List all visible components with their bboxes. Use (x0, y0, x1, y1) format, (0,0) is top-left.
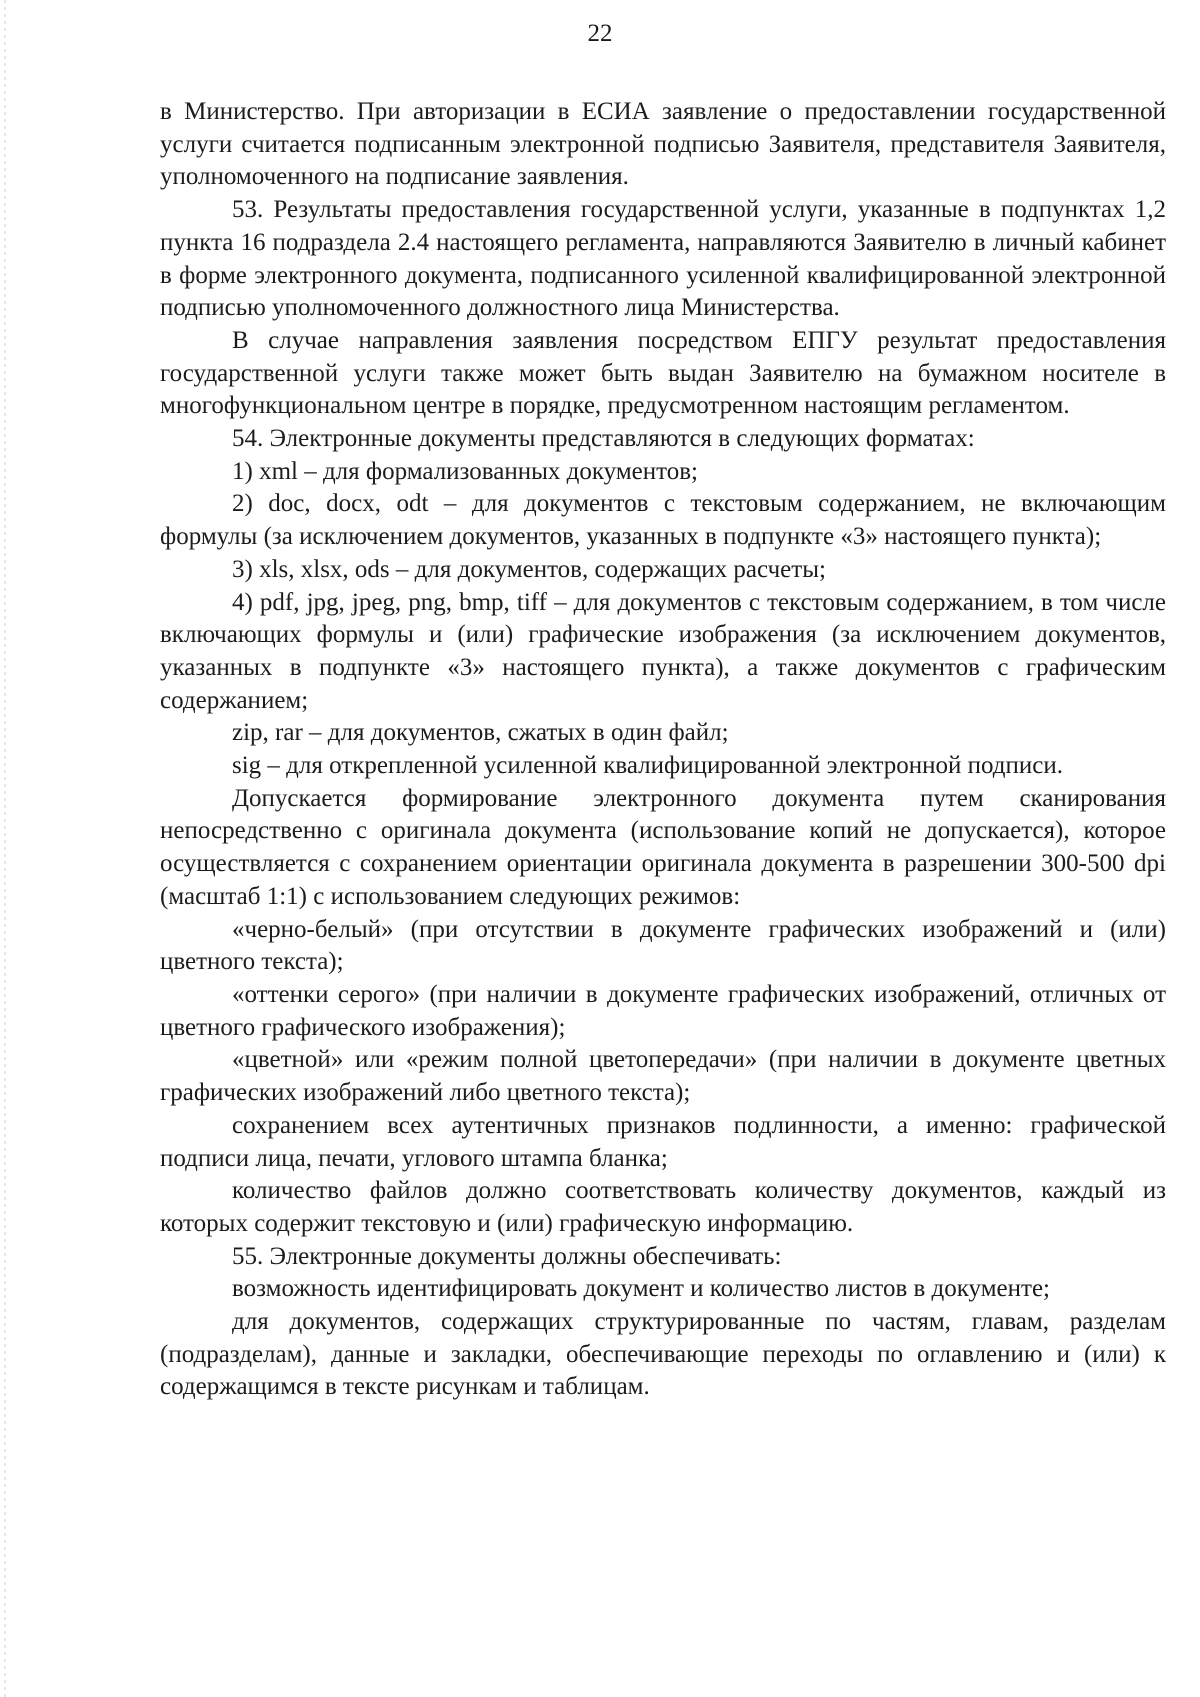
format-item-zip: zip, rar – для документов, сжатых в один файл; (232, 719, 729, 747)
requirement-structure: для документов, содержащих структурированные по частям, главам, разделам (подразделам), данные и закладки, обеспечивающие переходы по оглавлению и (или) к содержащимся в тексте рисункам и таблицам. (160, 1308, 1166, 1401)
format-item-4: 4) pdf, jpg, jpeg, png, bmp, tiff – для документов с текстовым содержанием, в том числе включающих формулы и (или) графические изображения (за исключением документов, указанных в подпункте «3» настоящего пункта), а также документов с графическим содержанием; (160, 588, 1166, 714)
scan-authentic-signs: сохранением всех аутентичных признаков подлинности, а именно: графической подписи лица, печати, углового штампа бланка; (160, 1111, 1166, 1172)
page-number: 22 (587, 20, 613, 47)
scan-mode-grayscale: «оттенки серого» (при наличии в документе графических изображений, отличных от цветного графического изображения); (160, 980, 1166, 1041)
format-item-sig: sig – для открепленной усиленной квалифицированной электронной подписи. (232, 752, 1063, 780)
scan-file-count: количество файлов должно соответствовать количеству документов, каждый из которых содержит текстовую и (или) графическую информацию. (160, 1177, 1166, 1237)
format-item-3: 3) xls, xlsx, ods – для документов, содержащих расчеты; (232, 555, 826, 583)
paragraph-epgu-result: В случае направления заявления посредством ЕПГУ результат предоставления государственной услуги также может быть выдан Заявителю на бумажном носителе в многофункциональном центре в порядке, предусмотренном настоящим регламентом. (160, 326, 1166, 420)
paragraph-55: 55. Электронные документы должны обеспечивать: (232, 1242, 782, 1270)
paragraph-continuation: в Министерство. При авторизации в ЕСИА заявление о предоставлении государственной услуги считается подписанным электронной подписью Заявителя, представителя Заявителя, уполномоченного на подписание заявления. (160, 98, 1166, 191)
scan-edge-marks (4, 0, 6, 1697)
scan-mode-bw: «черно-белый» (при отсутствии в документе графических изображений и (или) цветного текста); (160, 915, 1166, 976)
scan-mode-color: «цветной» или «режим полной цветопередачи» (при наличии в документе цветных графических изображений либо цветного текста); (160, 1046, 1166, 1107)
format-item-2: 2) doc, docx, odt – для документов с текстовым содержанием, не включающим формулы (за исключением документов, указанных в подпункте «3» настоящего пункта); (160, 490, 1166, 551)
requirement-identify: возможность идентифицировать документ и количество листов в документе; (232, 1275, 1050, 1303)
document-body (160, 96, 1166, 1404)
paragraph-53: 53. Результаты предоставления государственной услуги, указанные в подпунктах 1,2 пункта 16 подраздела 2.4 настоящего регламента, направляются Заявителю в личный кабинет в форме электронного документа, подписанного усиленной квалифицированной электронной подписью уполномоченного должностного лица Министерства. (160, 196, 1166, 322)
paragraph-scanning: Допускается формирование электронного документа путем сканирования непосредственно с оригинала документа (использование копий не допускается), которое осуществляется с сохранением ориентации оригинала документа в разрешении 300-500 dpi (масштаб 1:1) с использованием следующих режимов: (160, 784, 1166, 910)
paragraph-54: 54. Электронные документы представляются в следующих форматах: (232, 425, 975, 453)
format-item-1: 1) xml – для формализованных документов; (232, 457, 698, 485)
